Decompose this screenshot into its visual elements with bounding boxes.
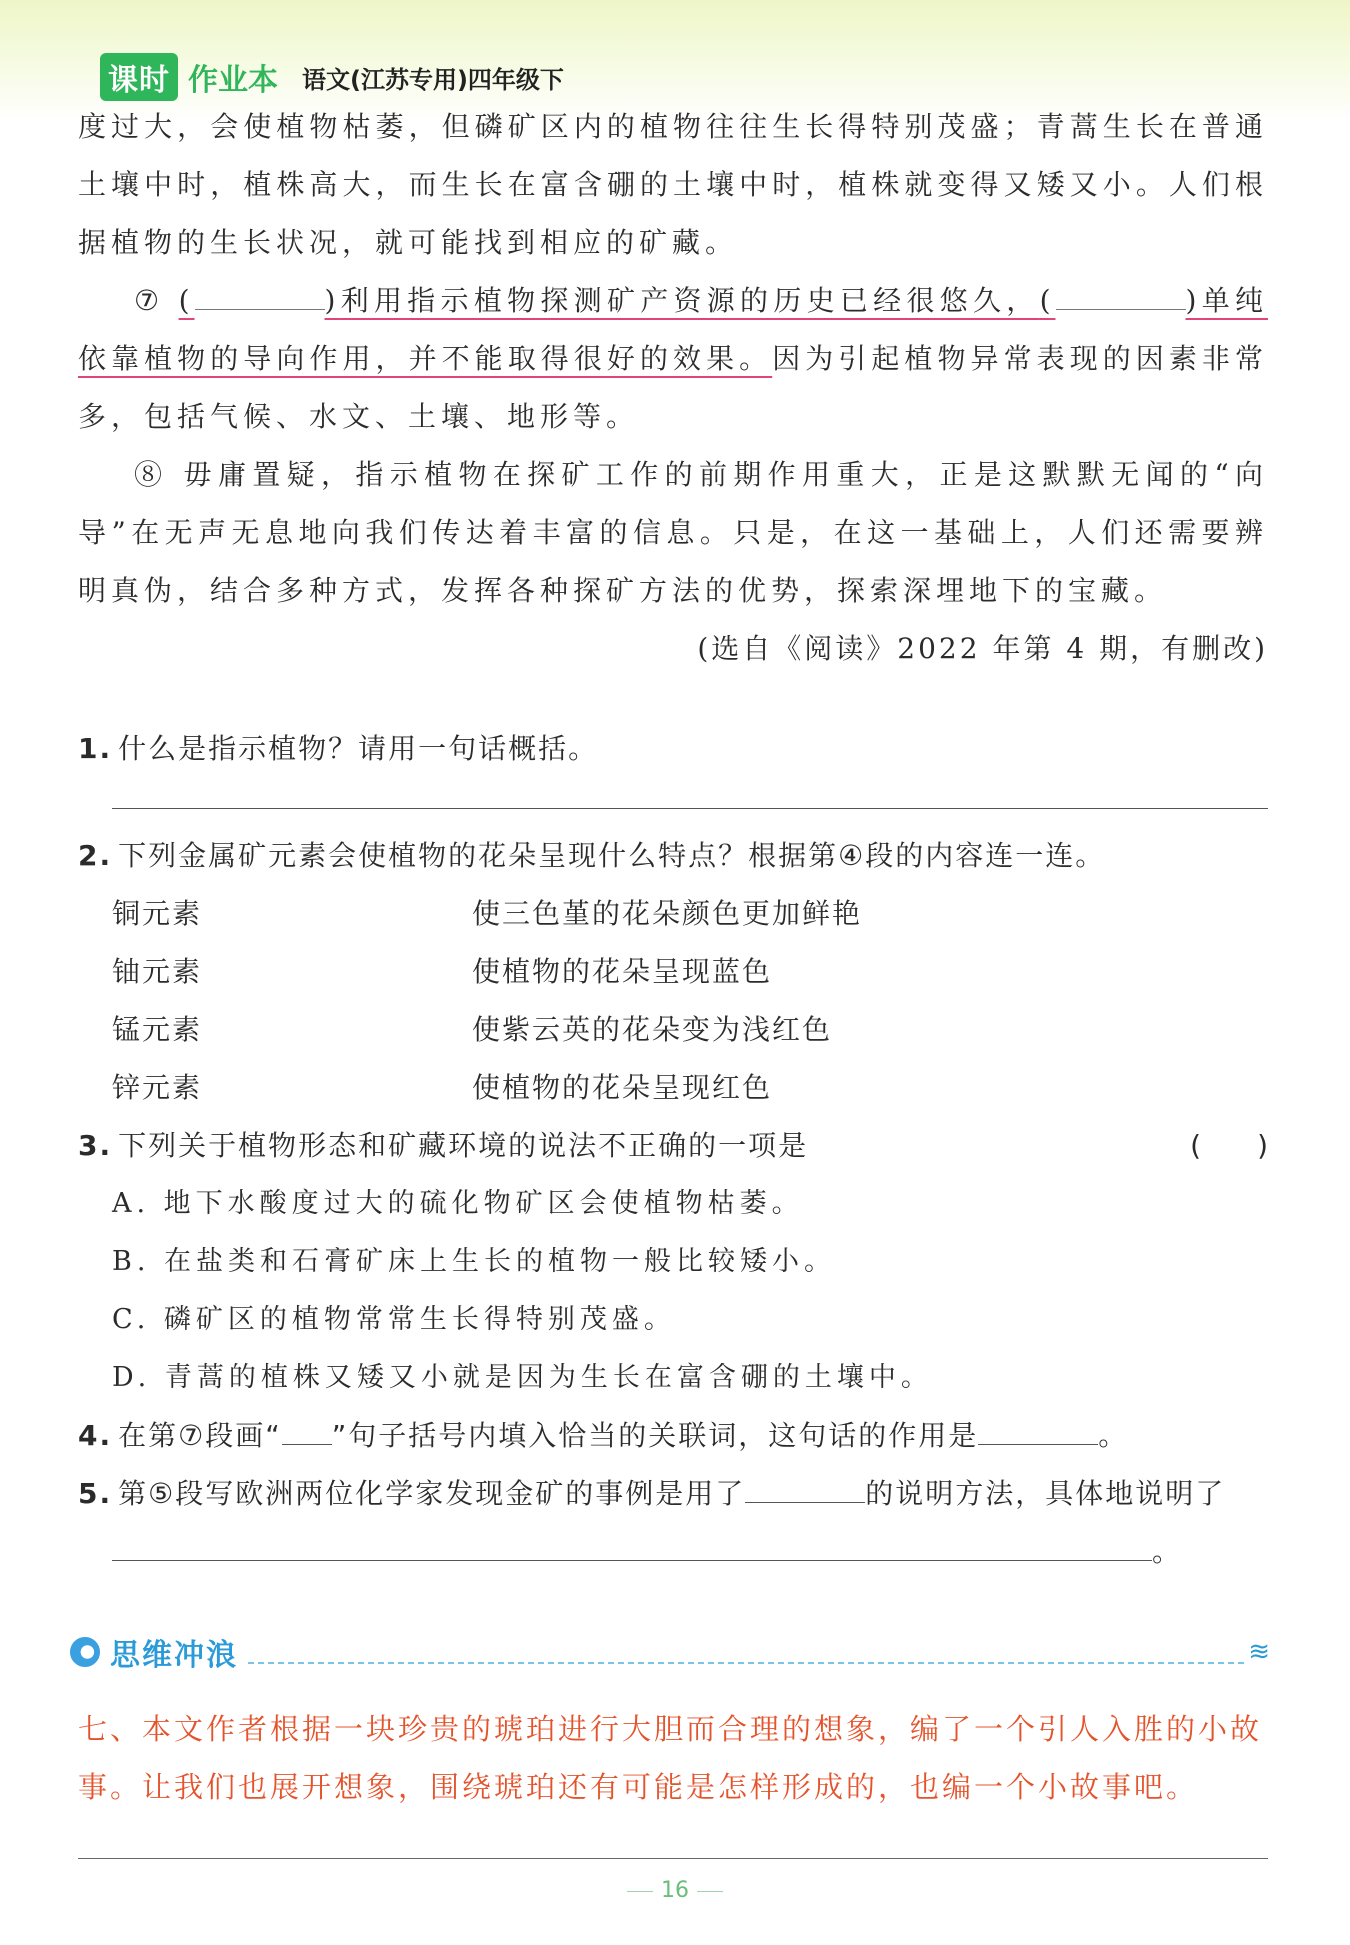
- paragraph-number: ⑦: [134, 284, 165, 317]
- question-text: 下列关于植物形态和矿藏环境的说法不正确的一项是: [118, 1129, 809, 1162]
- dashed-divider: [248, 1640, 1244, 1664]
- paren-close: ): [324, 284, 341, 317]
- answer-blank[interactable]: [282, 1420, 332, 1445]
- match-left-item[interactable]: 铜元素: [112, 897, 203, 930]
- match-left-item[interactable]: 锰元素: [112, 1013, 203, 1046]
- question-number: 2.: [78, 839, 113, 872]
- question-number: 1.: [78, 732, 113, 765]
- paragraph-7: [78, 272, 1268, 446]
- match-left-item[interactable]: 铀元素: [112, 955, 203, 988]
- question-number: 3.: [78, 1129, 113, 1162]
- option-b[interactable]: B. 在盐类和石膏矿床上生长的植物一般比较矮小。: [112, 1246, 837, 1277]
- sentence-part-a: 利用指示植物探测矿产资源的历史已经很悠久，: [340, 284, 1040, 317]
- wave-icon: ≋: [1248, 1637, 1270, 1667]
- surf-icon: [70, 1637, 100, 1667]
- question-text: 第⑤段写欧洲两位化学家发现金矿的事例是用了: [118, 1477, 746, 1510]
- question-number: 5.: [78, 1477, 113, 1510]
- question-text: 在第⑦段画“: [118, 1419, 282, 1452]
- dash-right: [697, 1891, 723, 1892]
- question-5: [78, 1465, 1268, 1581]
- writing-answer-line[interactable]: [78, 1858, 1268, 1859]
- question-text: 什么是指示植物？请用一句话概括。: [118, 732, 599, 765]
- question-number: 4.: [78, 1419, 113, 1452]
- paren-close: ): [1185, 284, 1202, 317]
- questions-section: [78, 720, 1268, 1581]
- question-text: 。: [1152, 1535, 1183, 1568]
- section-title: 思维冲浪: [110, 1638, 238, 1673]
- page-header: [100, 52, 564, 102]
- writing-task: 七、本文作者根据一块珍贵的琥珀进行大胆而合理的想象，编了一个引人入胜的小故事。让我们也展开想象，围绕琥珀还有可能是怎样形成的，也编一个小故事吧。: [78, 1712, 1263, 1804]
- answer-blank[interactable]: [978, 1420, 1098, 1445]
- sentence-part-b: 单纯依靠植物的导向作用，并不能取得很好的效果。: [78, 284, 1268, 375]
- match-right-item[interactable]: 使植物的花朵呈现红色: [472, 1071, 773, 1104]
- subject-label: 语文(江苏专用)四年级下: [302, 65, 564, 94]
- option-a[interactable]: A. 地下水酸度过大的硫化物矿区会使植物枯萎。: [112, 1188, 804, 1219]
- source-note: (选自《阅读》2022 年第 4 期，有删改): [697, 632, 1268, 665]
- answer-line[interactable]: [112, 808, 1268, 809]
- match-row[interactable]: [78, 1059, 1268, 1117]
- match-row[interactable]: [78, 885, 1268, 943]
- question-2: [78, 827, 1268, 885]
- answer-blank[interactable]: [1056, 289, 1186, 310]
- question-3: [78, 1117, 1268, 1175]
- question-1: [78, 720, 1268, 778]
- logo-badge: 课时: [100, 53, 178, 101]
- paren-open: (: [178, 284, 195, 317]
- paragraph-7-rest: 因为引起植物异常表现的因素非常多，包括气候、水文、土壤、地形等。: [78, 342, 1268, 433]
- paragraph-8: ⑧ 毋庸置疑，指示植物在探矿工作的前期作用重大，正是这默默无闻的“向导”在无声无息地向我们传达着丰富的信息。只是，在这一基础上，人们还需要辨明真伪，结合多种方式，发挥各种探矿方法的优势，探索深埋地下的宝藏。: [78, 458, 1268, 607]
- question-text: 。: [1098, 1419, 1129, 1452]
- question-4: [78, 1407, 1268, 1465]
- answer-blank[interactable]: [112, 1536, 1152, 1561]
- match-right-item[interactable]: 使紫云英的花朵变为浅红色: [472, 1013, 833, 1046]
- question-text: ”句子括号内填入恰当的关联词，这句话的作用是: [331, 1419, 979, 1452]
- match-right-item[interactable]: 使植物的花朵呈现蓝色: [472, 955, 773, 988]
- answer-blank[interactable]: [195, 289, 325, 310]
- question-text: 的说明方法，具体地说明了: [865, 1477, 1226, 1510]
- option-c[interactable]: C. 磷矿区的植物常常生长得特别茂盛。: [112, 1304, 676, 1335]
- question-text: 下列金属矿元素会使植物的花朵呈现什么特点？根据第④段的内容连一连。: [118, 839, 1106, 872]
- paragraph-continued: 度过大，会使植物枯萎，但磷矿区内的植物往往生长得特别茂盛；青蒿生长在普通土壤中时，植株高大，而生长在富含硼的土壤中时，植株就变得又矮又小。人们根据植物的生长状况，就可能找到相应的矿藏。: [78, 110, 1268, 259]
- match-row[interactable]: [78, 1001, 1268, 1059]
- logo-text: 作业本: [188, 63, 278, 98]
- answer-blank[interactable]: [745, 1478, 865, 1503]
- match-row[interactable]: [78, 943, 1268, 1001]
- page-number: [0, 1878, 1350, 1903]
- paren-open: (: [1039, 284, 1056, 317]
- match-left-item[interactable]: 锌元素: [112, 1071, 203, 1104]
- page-number-value: 16: [661, 1878, 689, 1903]
- match-right-item[interactable]: 使三色堇的花朵颜色更加鲜艳: [472, 897, 863, 930]
- thinking-section-header: [70, 1632, 1270, 1672]
- answer-paren[interactable]: ( ): [1190, 1129, 1268, 1162]
- reading-passage: [78, 98, 1268, 678]
- option-d[interactable]: D. 青蒿的植株又矮又小就是因为生长在富含硼的土壤中。: [112, 1362, 933, 1393]
- dash-left: [627, 1891, 653, 1892]
